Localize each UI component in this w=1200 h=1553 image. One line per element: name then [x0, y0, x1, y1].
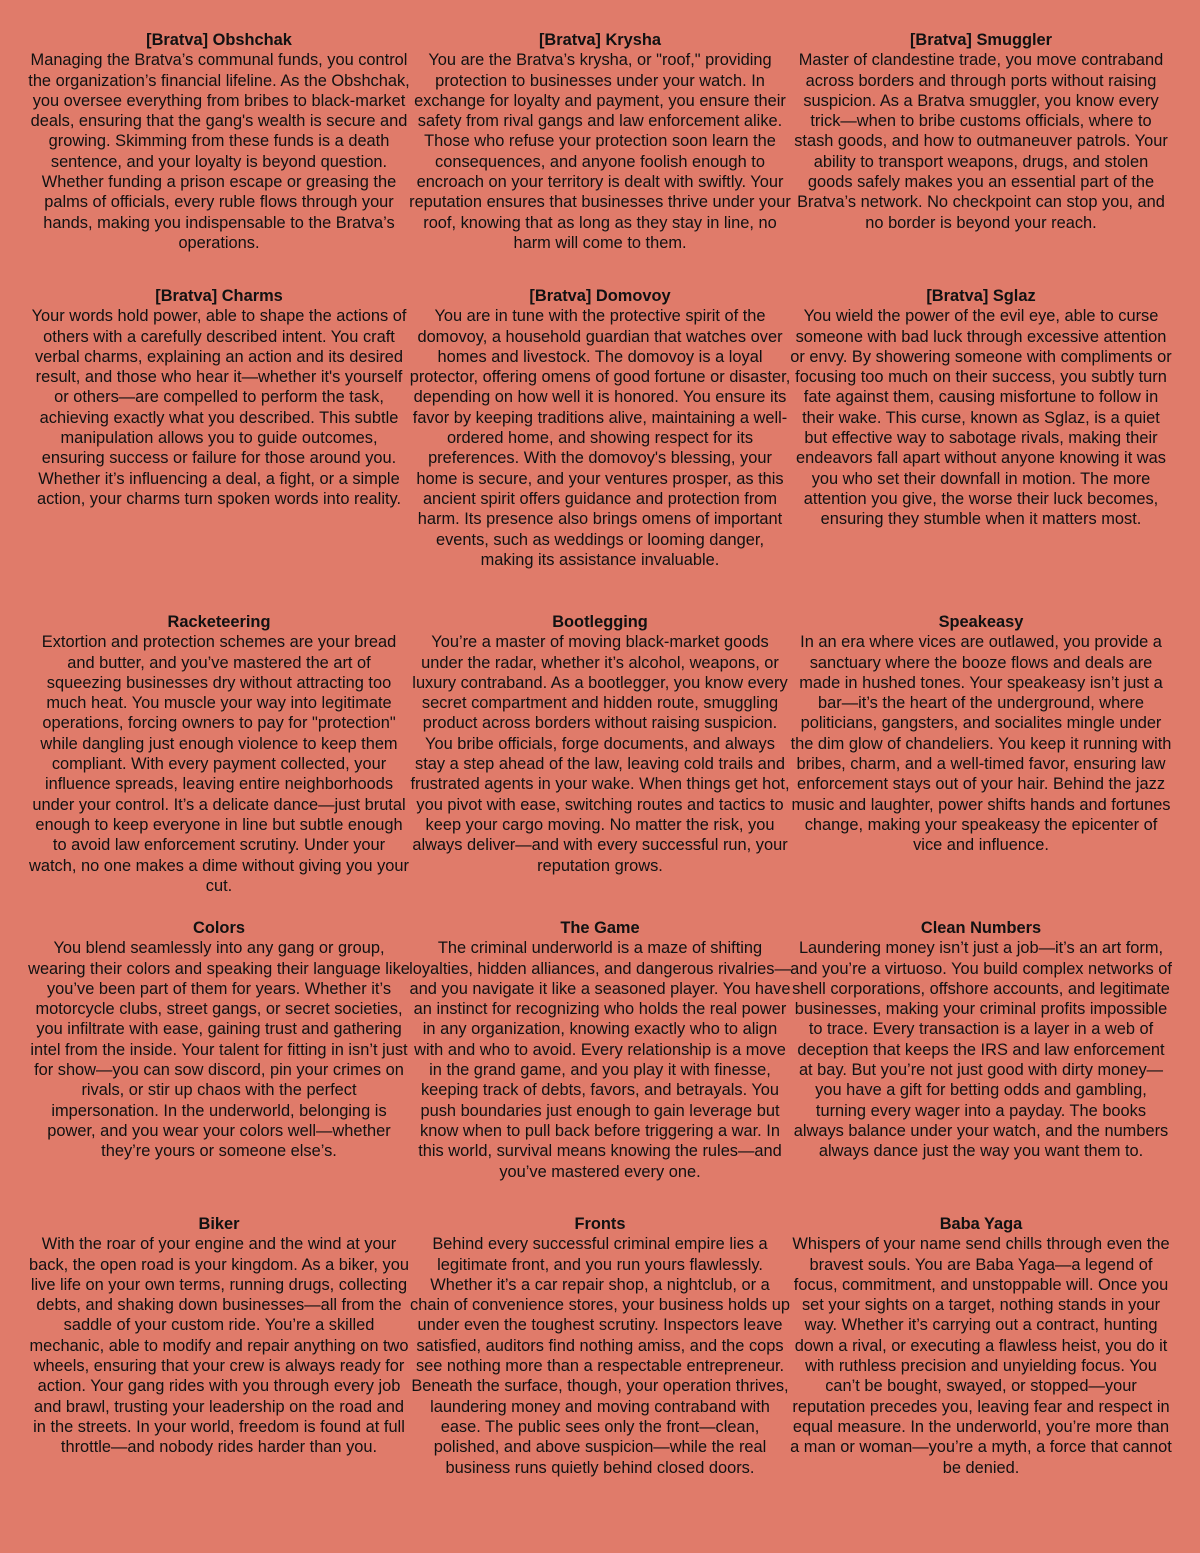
card-bootlegging [409, 612, 791, 876]
card-description: You blend seamlessly into any gang or group, wearing their colors and speaking their language like you’ve been part of them for years. Whether it’s motorcycle clubs, street gangs, or secret societies, you infiltrate with ease, gaining trust and gathering intel from the inside. Your talent for fitting in isn’t just for show—you can sow discord, pin your crimes on rivals, or stir up chaos with the perfect impersonation. In the underworld, belonging is power, and you wear your colors well—whether they’re yours or someone else’s. [28, 939, 410, 1161]
card-bratva-krysha [409, 30, 791, 253]
card-description: Whispers of your name send chills through even the bravest souls. You are Baba Yaga—a legend of focus, commitment, and unstoppable will. Once you set your sights on a target, nothing stands in your way. Whether it’s carrying out a contract, hunting down a rival, or executing a flawless heist, you do it with ruthless precision and unyielding focus. You can’t be bought, swayed, or stopped—your reputation precedes you, leaving fear and respect in equal measure. In the underworld, you’re more than a man or woman—you’re a myth, a force that cannot be denied. [790, 1235, 1172, 1477]
card-bratva-sglaz [790, 286, 1172, 530]
card-description: The criminal underworld is a maze of shifting loyalties, hidden alliances, and dangerous rivalries—and you navigate it like a seasoned player. You have an instinct for recognizing who holds the real power in any organization, knowing exactly who to align with and who to avoid. Every relationship is a move in the grand game, and you play it with finesse, keeping track of debts, favors, and betrayals. You push boundaries just enough to gain leverage but know when to pull back before triggering a war. In this world, survival means knowing the rules—and you’ve mastered every one. [409, 939, 791, 1181]
card-title: Bootlegging [552, 613, 648, 631]
card-title: [Bratva] Domovoy [529, 287, 671, 305]
card-description: Master of clandestine trade, you move contraband across borders and through ports without raising suspicion. As a Bratva smuggler, you know every trick—when to bribe customs officials, where to stash goods, and how to outmaneuver patrols. Your ability to transport weapons, drugs, and stolen goods safely makes you an essential part of the Bratva’s network. No checkpoint can stop you, and no border is beyond your reach. [794, 51, 1168, 232]
card-description: With the roar of your engine and the wind at your back, the open road is your kingdom. As a biker, you live life on your own terms, running drugs, collecting debts, and shaking down businesses—all from the saddle of your custom ride. You’re a skilled mechanic, able to modify and repair anything on two wheels, ensuring that your crew is always ready for action. Your gang rides with you through every job and brawl, trusting your leadership on the road and in the streets. In your world, freedom is found at full throttle—and nobody rides harder than you. [29, 1235, 409, 1457]
card-the-game [409, 918, 791, 1182]
card-fronts [409, 1214, 791, 1478]
card-title: Colors [193, 919, 245, 937]
card-title: Fronts [574, 1215, 626, 1233]
card-description: Your words hold power, able to shape the actions of others with a carefully described intent. You craft verbal charms, explaining an action and its desired result, and those who hear it—whether it's yourself or others—are compelled to perform the task, achieving exactly what you described. This subtle manipulation allows you to guide outcomes, ensuring success or failure for those around you. Whether it’s influencing a deal, a fight, or a simple action, your charms turn spoken words into reality. [31, 307, 407, 508]
card-description: Behind every successful criminal empire lies a legitimate front, and you run yours flawlessly. Whether it’s a car repair shop, a nightclub, or a chain of convenience stores, your business holds up under even the toughest scrutiny. Inspectors leave satisfied, auditors find nothing amiss, and the cops see nothing more than a respectable entrepreneur. Beneath the surface, though, your operation thrives, laundering money and moving contraband with ease. The public sees only the front—clean, polished, and above suspicion—while the real business runs quietly behind closed doors. [410, 1235, 790, 1477]
card-description: In an era where vices are outlawed, you provide a sanctuary where the booze flows and deals are made in hushed tones. Your speakeasy isn’t just a bar—it’s the heart of the underground, where politicians, gangsters, and socialites mingle under the dim glow of chandeliers. You keep it running with bribes, charm, and a well-timed favor, ensuring law enforcement stays out of your hair. Behind the jazz music and laughter, power shifts hands and fortunes change, making your speakeasy the epicenter of vice and influence. [790, 633, 1172, 855]
card-title: [Bratva] Sglaz [926, 287, 1036, 305]
card-title: [Bratva] Obshchak [146, 31, 292, 49]
card-bratva-obshchak [28, 30, 410, 253]
card-description: You wield the power of the evil eye, able to curse someone with bad luck through excessive attention or envy. By showering someone with compliments or focusing too much on their success, you subtly turn fate against them, causing misfortune to follow in their wake. This curse, known as Sglaz, is a quiet but effective way to sabotage rivals, making their endeavors fall apart without anyone knowing it was you who set their downfall in motion. The more attention you give, the worse their luck becomes, ensuring they stumble when it matters most. [790, 307, 1172, 529]
card-description: You are in tune with the protective spirit of the domovoy, a household guardian that watches over homes and livestock. The domovoy is a loyal protector, offering omens of good fortune or disaster, depending on how well it is honored. You ensure its favor by keeping traditions alive, maintaining a well-ordered home, and showing respect for its preferences. With the domovoy's blessing, your home is secure, and your ventures prosper, as this ancient spirit offers guidance and protection from harm. Its presence also brings omens of important events, such as weddings or looming danger, making its assistance invaluable. [409, 307, 791, 569]
card-colors [28, 918, 410, 1162]
card-description: You are the Bratva’s krysha, or "roof," providing protection to businesses under your watch. In exchange for loyalty and payment, you ensure their safety from rival gangs and law enforcement alike. Those who refuse your protection soon learn the consequences, and anyone foolish enough to encroach on your territory is dealt with swiftly. Your reputation ensures that businesses thrive under your roof, knowing that as long as they stay in line, no harm will come to them. [409, 51, 791, 252]
card-title: Biker [198, 1215, 240, 1233]
card-bratva-charms [28, 286, 410, 509]
card-bratva-domovoy [409, 286, 791, 570]
card-clean-numbers [790, 918, 1172, 1162]
card-description: You’re a master of moving black-market goods under the radar, whether it’s alcohol, weapons, or luxury contraband. As a bootlegger, you know every secret compartment and hidden route, smuggling product across borders without raising suspicion. You bribe officials, forge documents, and always stay a step ahead of the law, leaving cold trails and frustrated agents in your wake. When things get hot, you pivot with ease, switching routes and tactics to keep your cargo moving. No matter the risk, you always deliver—and with every successful run, your reputation grows. [410, 633, 790, 875]
card-baba-yaga [790, 1214, 1172, 1478]
card-title: [Bratva] Charms [155, 287, 283, 305]
card-title: Baba Yaga [939, 1215, 1023, 1233]
card-title: Clean Numbers [920, 919, 1042, 937]
card-title: Racketeering [167, 613, 271, 631]
card-bratva-smuggler [790, 30, 1172, 233]
card-description: Extortion and protection schemes are your bread and butter, and you’ve mastered the art of squeezing businesses dry without attracting too much heat. You muscle your way into legitimate operations, forcing owners to pay for "protection" while dangling just enough violence to keep them compliant. With every payment collected, your influence spreads, leaving entire neighborhoods under your control. It’s a delicate dance—just brutal enough to keep everyone in line but subtle enough to avoid law enforcement scrutiny. Under your watch, no one makes a dime without giving you your cut. [29, 633, 409, 895]
card-title: [Bratva] Krysha [538, 31, 662, 49]
card-title: The Game [560, 919, 640, 937]
card-racketeering [28, 612, 410, 896]
card-description: Managing the Bratva’s communal funds, you control the organization’s financial lifeline. As the Obshchak, you oversee everything from bribes to black-market deals, ensuring that the gang's wealth is secure and growing. Skimming from these funds is a death sentence, and your loyalty is beyond question. Whether funding a prison escape or greasing the palms of officials, every ruble flows through your hands, making you indispensable to the Bratva’s operations. [28, 51, 410, 252]
card-description: Laundering money isn’t just a job—it’s an art form, and you’re a virtuoso. You build complex networks of shell corporations, offshore accounts, and legitimate businesses, making your criminal profits impossible to trace. Every transaction is a layer in a web of deception that keeps the IRS and law enforcement at bay. But you’re not just good with dirty money—you have a gift for betting odds and gambling, turning every wager into a payday. The books always balance under your watch, and the numbers always dance just the way you want them to. [790, 939, 1172, 1161]
card-title: [Bratva] Smuggler [909, 31, 1053, 49]
card-title: Speakeasy [938, 613, 1024, 631]
card-speakeasy [790, 612, 1172, 856]
card-biker [28, 1214, 410, 1458]
